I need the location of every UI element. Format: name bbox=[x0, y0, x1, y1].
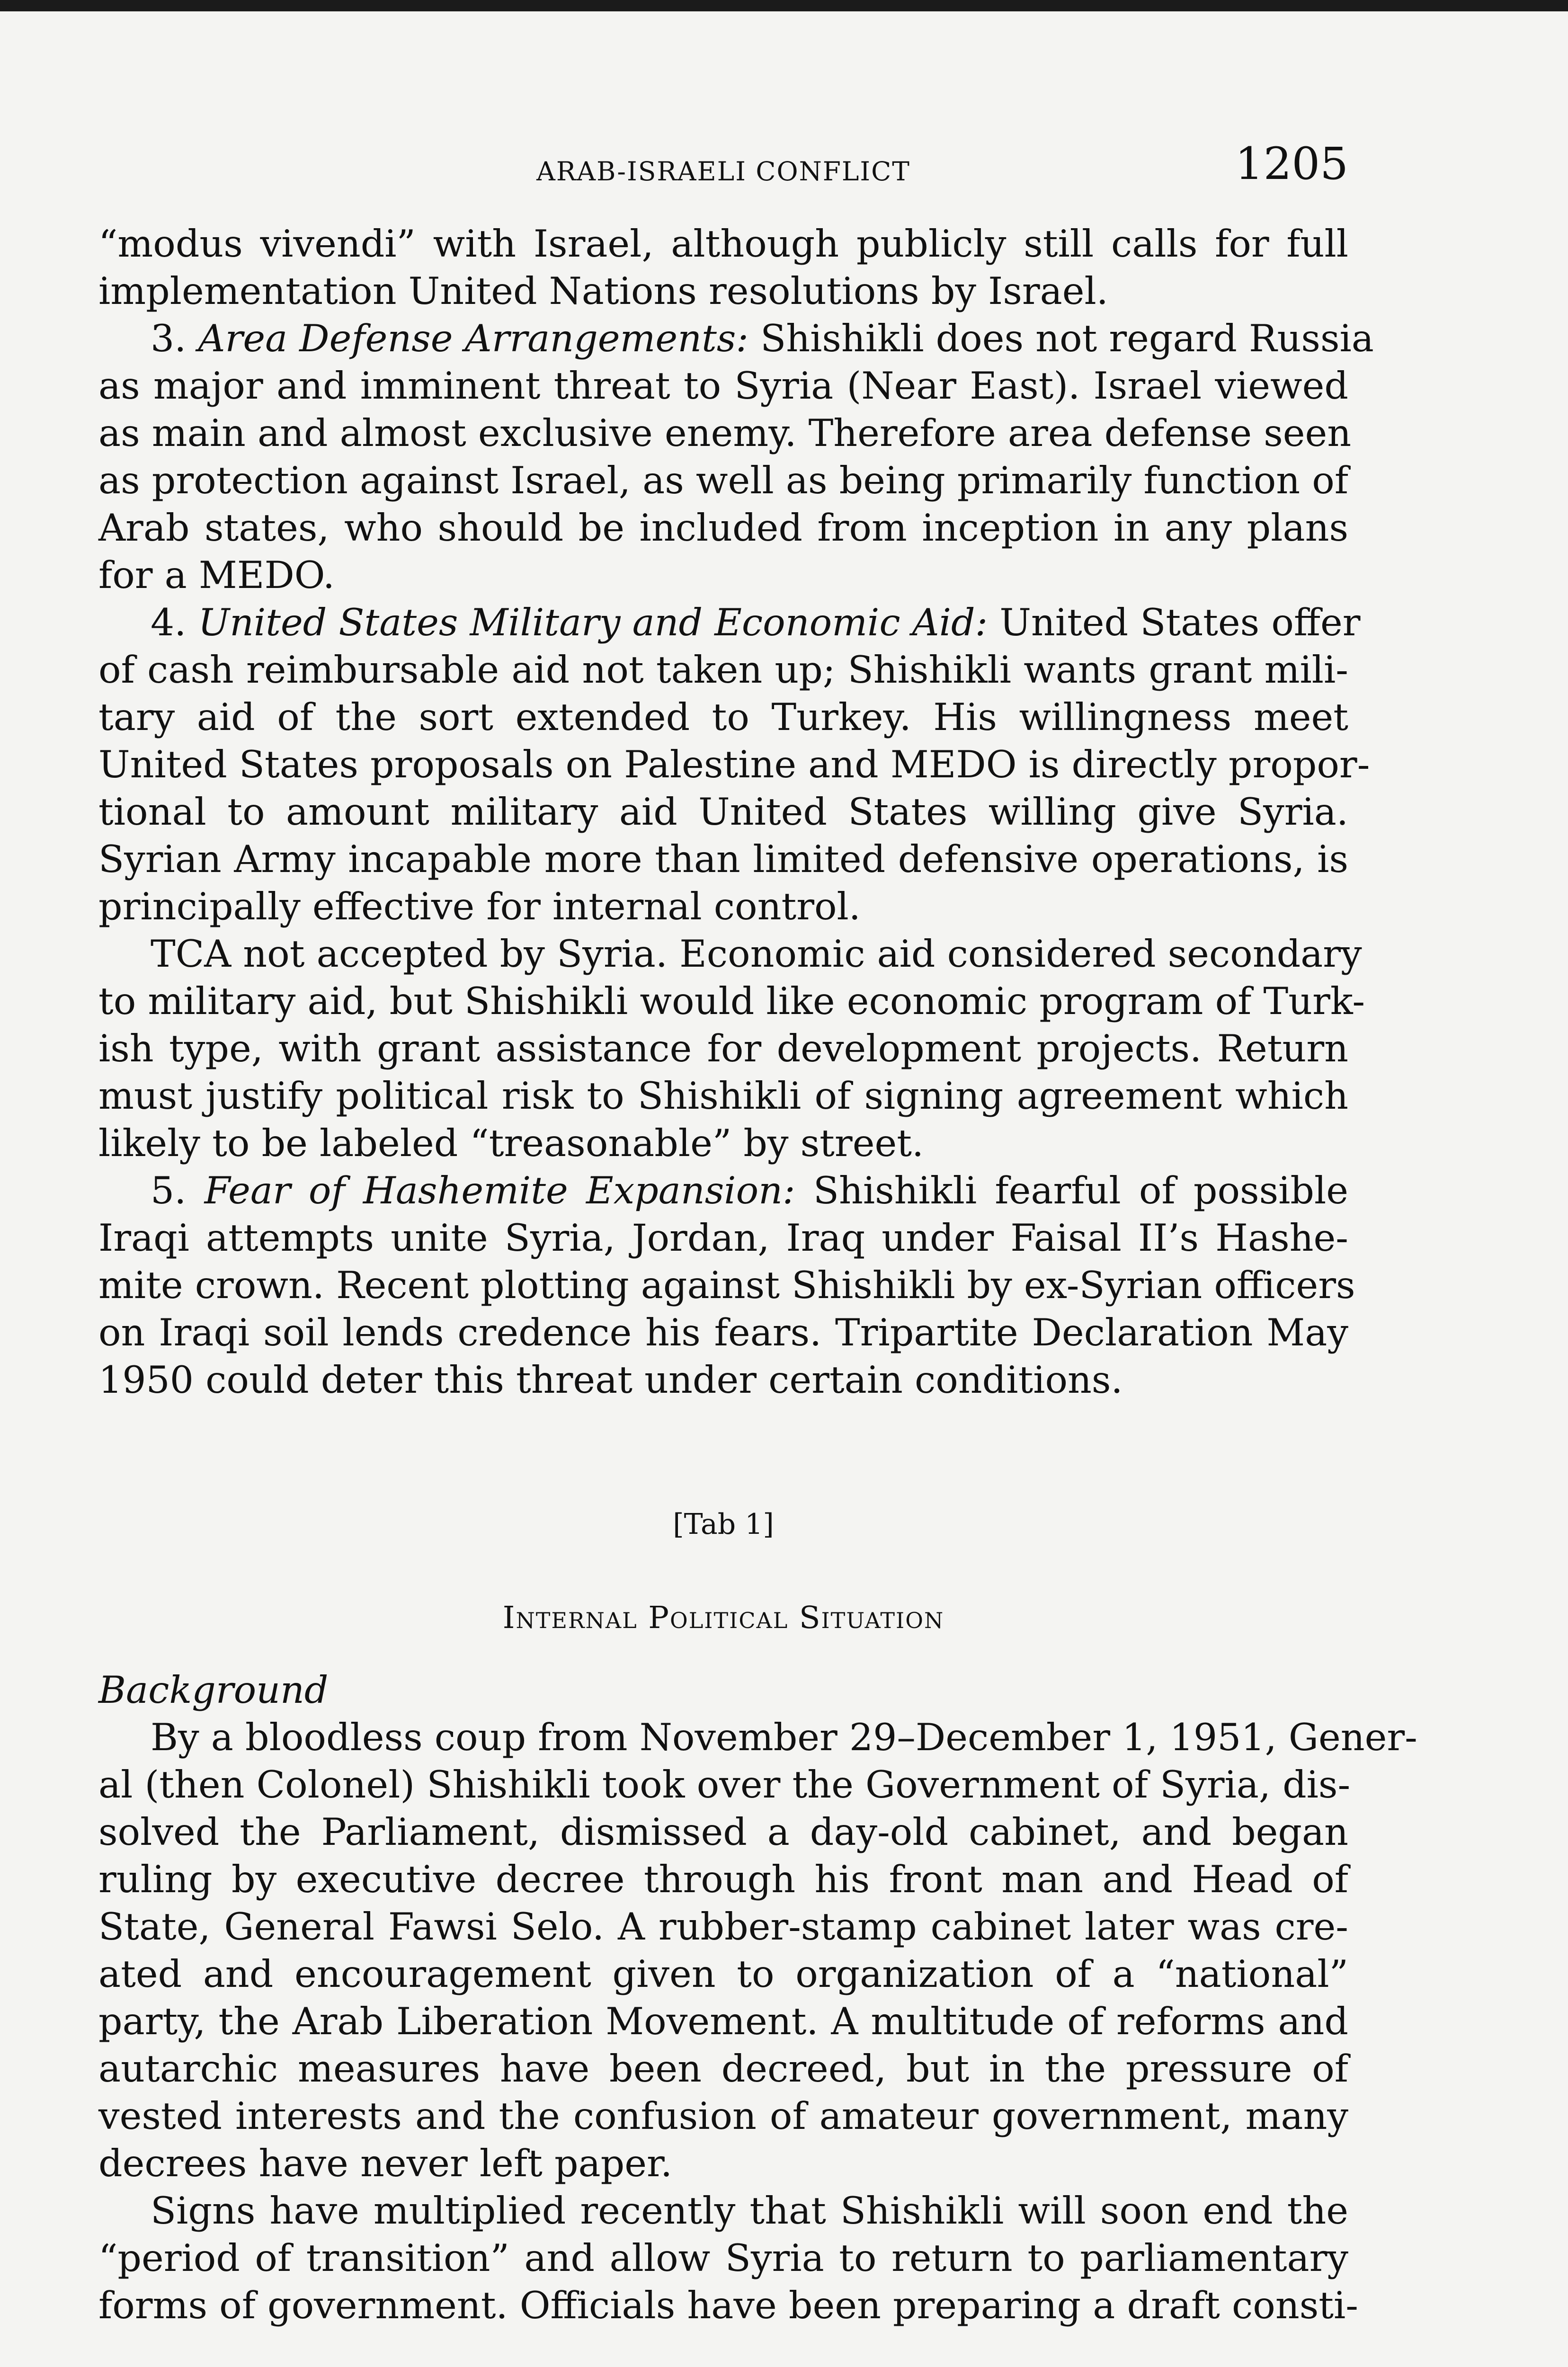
text-line: principally effective for internal control. bbox=[98, 885, 861, 928]
text-line: mite crown. Recent plotting against Shishikli by ex-Syrian officers bbox=[98, 1264, 1355, 1307]
tab-label: [Tab 1] bbox=[673, 1508, 774, 1541]
background-subheading: Background bbox=[98, 1668, 329, 1712]
text-line: ated and encouragement given to organization of a “national” bbox=[98, 1952, 1348, 1996]
text-line: party, the Arab Liberation Movement. A multitude of reforms and bbox=[98, 2000, 1348, 2043]
item-number: 5. bbox=[151, 1169, 187, 1212]
section-heading: Internal Political Situation bbox=[502, 1600, 944, 1636]
text-line: United States proposals on Palestine and MEDO is directly propor- bbox=[98, 743, 1370, 786]
text-line bbox=[98, 315, 1374, 362]
text-line: “period of transition” and allow Syria to return to parliamentary bbox=[98, 2236, 1348, 2280]
item-3-paragraph bbox=[98, 315, 1374, 599]
item-heading: Area Defense Arrangements: bbox=[198, 317, 748, 360]
text-line: for a MEDO. bbox=[98, 553, 335, 597]
text-line: as major and imminent threat to Syria (Near East). Israel viewed bbox=[98, 364, 1348, 408]
text-line: State, General Fawsi Selo. A rubber-stamp cabinet later was cre- bbox=[98, 1905, 1348, 1949]
text-line: to military aid, but Shishikli would like economic program of Turk- bbox=[98, 979, 1365, 1023]
text-line bbox=[98, 599, 1361, 646]
text-line: as main and almost exclusive enemy. Therefore area defense seen bbox=[98, 411, 1352, 455]
text-line: 1950 could deter this threat under certain conditions. bbox=[98, 1358, 1123, 1402]
text-line: implementation United Nations resolutions by Israel. bbox=[98, 269, 1108, 313]
text-line: decrees have never left paper. bbox=[98, 2142, 673, 2185]
text-line: tary aid of the sort extended to Turkey. His willingness meet bbox=[98, 695, 1348, 739]
item-number: 3. bbox=[151, 317, 187, 360]
item-number: 4. bbox=[151, 601, 187, 644]
text-line: Arab states, who should be included from inception in any plans bbox=[98, 506, 1348, 550]
text-line: of cash reimbursable aid not taken up; Shishikli wants grant mili- bbox=[98, 648, 1348, 692]
item-heading: United States Military and Economic Aid: bbox=[198, 601, 988, 644]
item-4-paragraph bbox=[98, 599, 1370, 930]
text-line: TCA not accepted by Syria. Economic aid considered secondary bbox=[151, 932, 1362, 976]
item-5-paragraph bbox=[98, 1167, 1355, 1404]
item-text: Shishikli fearful of possible bbox=[813, 1169, 1348, 1212]
text-line: By a bloodless coup from November 29–December 1, 1951, Gener- bbox=[151, 1716, 1417, 1759]
item-text: Shishikli does not regard Russia bbox=[760, 317, 1374, 360]
text-line: forms of government. Officials have been preparing a draft consti- bbox=[98, 2284, 1358, 2327]
background-paragraph bbox=[98, 1714, 1417, 2187]
text-line: as protection against Israel, as well as being primarily function of bbox=[98, 459, 1349, 502]
text-line bbox=[98, 1167, 1348, 1214]
signs-paragraph bbox=[98, 2187, 1358, 2329]
document-page bbox=[98, 0, 1417, 2367]
text-line: on Iraqi soil lends credence his fears. Tripartite Declaration May bbox=[98, 1311, 1348, 1354]
text-line: “modus vivendi” with Israel, although publicly still calls for full bbox=[98, 222, 1348, 266]
text-line: must justify political risk to Shishikli of signing agreement which bbox=[98, 1074, 1348, 1118]
text-line: autarchic measures have been decreed, but in the pressure of bbox=[98, 2047, 1348, 2091]
text-line: vested interests and the confusion of amateur government, many bbox=[98, 2094, 1348, 2138]
text-line: tional to amount military aid United States willing give Syria. bbox=[98, 790, 1348, 834]
text-line: Iraqi attempts unite Syria, Jordan, Iraq under Faisal II’s Hashe- bbox=[98, 1216, 1348, 1260]
tca-paragraph bbox=[98, 930, 1365, 1167]
running-head-title: ARAB-ISRAELI CONFLICT bbox=[536, 156, 910, 187]
text-line: ish type, with grant assistance for development projects. Return bbox=[98, 1027, 1348, 1070]
page-number: 1205 bbox=[1235, 138, 1348, 190]
continuation-paragraph bbox=[98, 220, 1348, 315]
item-heading: Fear of Hashemite Expansion: bbox=[204, 1169, 795, 1212]
text-line: Syrian Army incapable more than limited defensive operations, is bbox=[98, 837, 1348, 881]
text-line: solved the Parliament, dismissed a day-old cabinet, and began bbox=[98, 1810, 1348, 1854]
text-line: Signs have multiplied recently that Shishikli will soon end the bbox=[151, 2189, 1348, 2233]
text-line: ruling by executive decree through his front man and Head of bbox=[98, 1858, 1348, 1901]
item-text: United States offer bbox=[999, 601, 1361, 644]
text-line: likely to be labeled “treasonable” by street. bbox=[98, 1121, 924, 1165]
text-line: al (then Colonel) Shishikli took over the Government of Syria, dis- bbox=[98, 1763, 1351, 1806]
running-head bbox=[98, 138, 1348, 199]
